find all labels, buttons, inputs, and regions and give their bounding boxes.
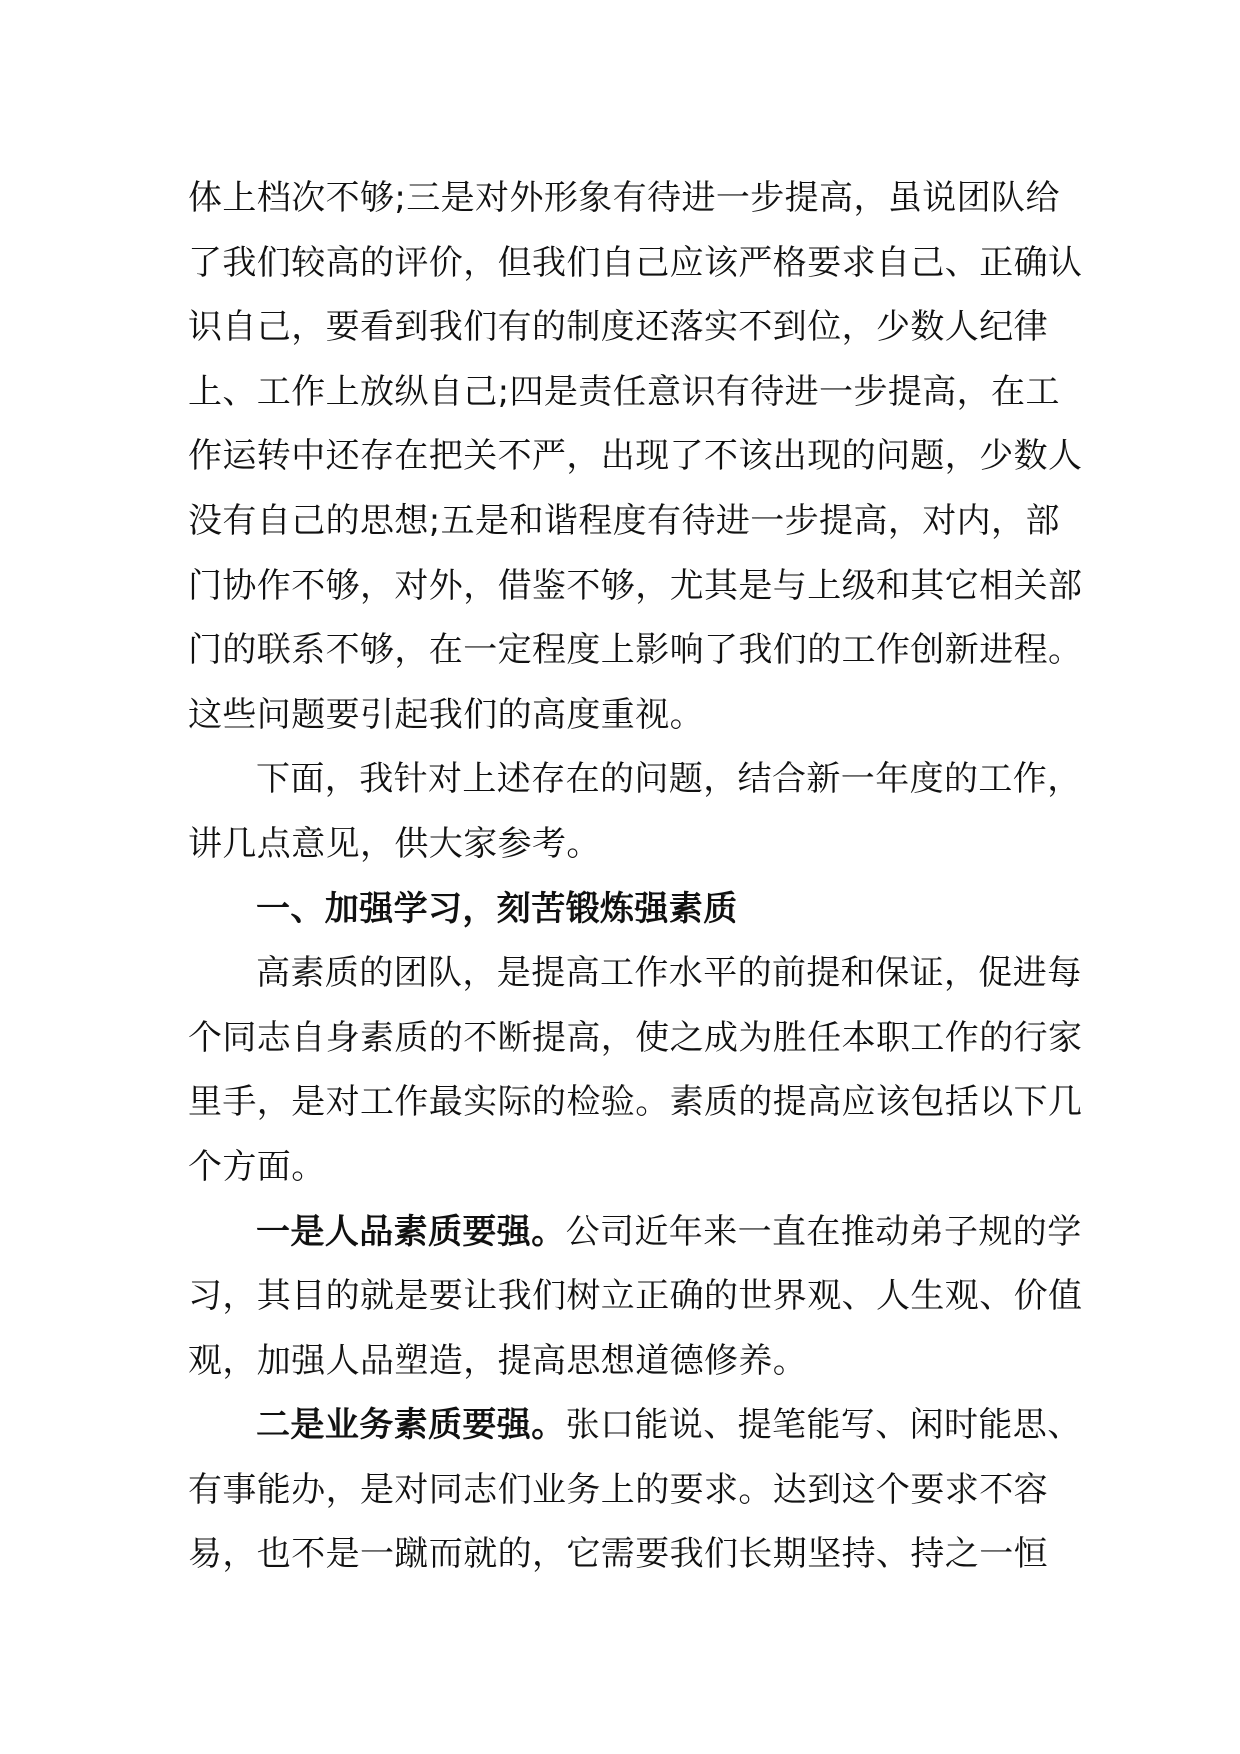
paragraph-lead: 二是业务素质要强。	[256, 1405, 566, 1446]
paragraph-character-quality	[188, 1200, 1088, 1394]
paragraph-text: 下面，我针对上述存在的问题，结合新一年度的工作，讲几点意见，供大家参考。	[188, 759, 1082, 864]
paragraph-text: 体上档次不够;三是对外形象有待进一步提高，虽说团队给了我们较高的评价，但我们自己应该严格要求自己、正确认识自己，要看到我们有的制度还落实不到位，少数人纪律上、工作上放纵自己;四是责任意识有待进一步提高，在工作运转中还存在把关不严，出现了不该出现的问题，少数人没有自己的思想;五是和谐程度有待进一步提高，对内，部门协作不够，对外，借鉴不够，尤其是与上级和其它相关部门的联系不够，在一定程度上影响了我们的工作创新进程。这些问题要引起我们的高度重视。	[188, 178, 1083, 735]
paragraph-intro-opinions	[188, 747, 1088, 876]
paragraph-business-quality	[188, 1393, 1088, 1587]
document-body	[188, 166, 1088, 1587]
section-heading: 一、加强学习，刻苦锻炼强素质	[256, 888, 738, 929]
paragraph-lead: 一是人品素质要强。	[256, 1211, 566, 1252]
paragraph-text: 张口能说、提笔能写、闲时能思、有事能办，是对同志们业务上的要求。达到这个要求不容易，也不是一蹴而就的，它需要我们长期坚持、持之一恒	[188, 1405, 1082, 1575]
paragraph-problems-continued	[188, 166, 1088, 747]
paragraph-text: 高素质的团队，是提高工作水平的前提和保证，促进每个同志自身素质的不断提高，使之成为胜任本职工作的行家里手，是对工作最实际的检验。素质的提高应该包括以下几个方面。	[188, 953, 1083, 1187]
paragraph-quality-overview	[188, 941, 1088, 1199]
paragraph-text: 公司近年来一直在推动弟子规的学习，其目的就是要让我们树立正确的世界观、人生观、价值观，加强人品塑造，提高思想道德修养。	[188, 1211, 1083, 1381]
